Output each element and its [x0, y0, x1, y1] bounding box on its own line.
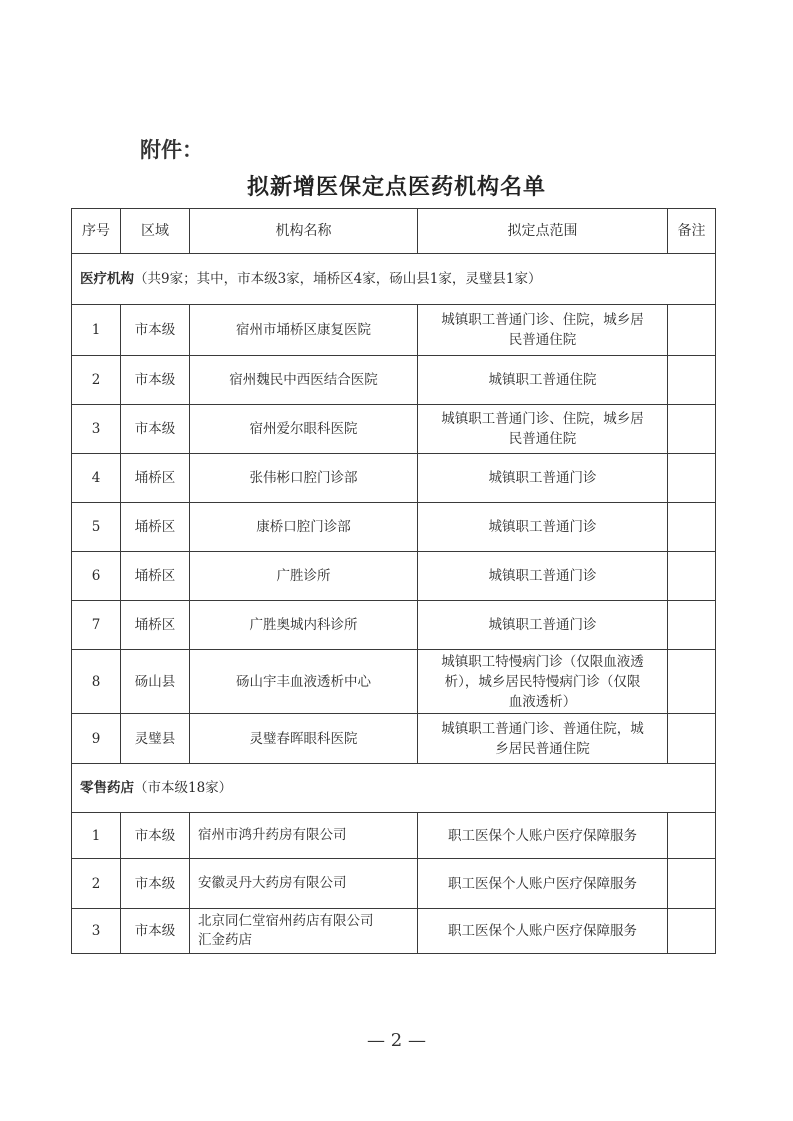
table-row	[72, 601, 716, 650]
institution-table	[71, 208, 716, 954]
table-row	[72, 356, 716, 405]
table-row	[72, 503, 716, 552]
row-scope: 职工医保个人账户医疗保障服务	[418, 909, 668, 954]
header-name: 机构名称	[190, 209, 418, 254]
section-heading-pharmacy	[72, 764, 716, 813]
row-scope-line: 城镇职工普通住院	[488, 372, 597, 388]
table-header-row	[72, 209, 716, 254]
row-name: 张伟彬口腔门诊部	[190, 454, 418, 503]
row-scope-line: 城镇职工普通门诊	[488, 568, 597, 584]
row-region: 埇桥区	[121, 552, 190, 601]
row-scope-line: 城镇职工普通门诊	[488, 519, 597, 535]
row-note	[668, 503, 716, 552]
row-scope-line: 城镇职工普通门诊、住院，城乡居	[441, 312, 644, 328]
row-region: 埇桥区	[121, 503, 190, 552]
table-row	[72, 305, 716, 356]
attachment-label: 附件：	[140, 138, 203, 162]
row-name-line: 汇金药店	[198, 932, 252, 948]
row-scope-line: 城镇职工普通门诊	[488, 617, 597, 633]
row-index: 1	[72, 305, 121, 356]
row-scope-line: 民普通住院	[508, 332, 577, 348]
table-row	[72, 454, 716, 503]
row-scope	[418, 503, 668, 552]
row-note	[668, 552, 716, 601]
row-note	[668, 714, 716, 764]
row-region: 砀山县	[121, 650, 190, 714]
row-name-line: 北京同仁堂宿州药店有限公司	[198, 913, 374, 929]
page-number: — 2 —	[367, 1030, 426, 1051]
row-scope	[418, 305, 668, 356]
row-region: 市本级	[121, 405, 190, 454]
row-region: 埇桥区	[121, 454, 190, 503]
row-index: 3	[72, 909, 121, 954]
row-region: 灵璧县	[121, 714, 190, 764]
row-scope: 职工医保个人账户医疗保障服务	[418, 859, 668, 909]
row-scope	[418, 454, 668, 503]
row-note	[668, 601, 716, 650]
row-index: 6	[72, 552, 121, 601]
section-summary: （共9家；其中，市本级3家，埇桥区4家，砀山县1家，灵璧县1家）	[134, 271, 542, 287]
row-scope-line: 城镇职工特慢病门诊（仅限血液透	[441, 653, 644, 670]
row-note	[668, 909, 716, 954]
row-name: 广胜奥城内科诊所	[190, 601, 418, 650]
header-note: 备注	[668, 209, 716, 254]
row-note	[668, 305, 716, 356]
row-name	[190, 859, 418, 909]
row-index: 5	[72, 503, 121, 552]
row-scope	[418, 356, 668, 405]
table-row	[72, 714, 716, 764]
row-name: 广胜诊所	[190, 552, 418, 601]
header-region: 区域	[121, 209, 190, 254]
row-name	[190, 909, 418, 954]
document-title: 拟新增医保定点医药机构名单	[246, 175, 546, 200]
row-region: 市本级	[121, 909, 190, 954]
table-row	[72, 909, 716, 954]
row-scope	[418, 601, 668, 650]
row-scope	[418, 714, 668, 764]
table-row	[72, 650, 716, 714]
row-scope-line: 城镇职工普通门诊、普通住院，城	[441, 720, 644, 737]
row-scope-line: 城镇职工普通门诊、住院，城乡居	[441, 411, 644, 427]
row-index: 2	[72, 356, 121, 405]
row-scope-line: 民普通住院	[508, 431, 577, 447]
row-scope-line: 乡居民普通住院	[495, 740, 590, 757]
row-scope	[418, 552, 668, 601]
row-region: 市本级	[121, 305, 190, 356]
row-name-line: 宿州市鸿升药房有限公司	[198, 827, 347, 843]
table-row	[72, 813, 716, 859]
row-scope	[418, 405, 668, 454]
row-name: 宿州爱尔眼科医院	[190, 405, 418, 454]
row-index: 2	[72, 859, 121, 909]
row-note	[668, 356, 716, 405]
row-index: 9	[72, 714, 121, 764]
row-name: 灵璧春晖眼科医院	[190, 714, 418, 764]
row-note	[668, 454, 716, 503]
row-scope	[418, 650, 668, 714]
row-name-line: 安徽灵丹大药房有限公司	[198, 875, 347, 891]
row-name: 砀山宇丰血液透析中心	[190, 650, 418, 714]
row-scope: 职工医保个人账户医疗保障服务	[418, 813, 668, 859]
row-region: 市本级	[121, 813, 190, 859]
row-region: 埇桥区	[121, 601, 190, 650]
medical-section	[72, 254, 716, 764]
row-note	[668, 405, 716, 454]
row-scope-line: 析），城乡居民特慢病门诊（仅限	[444, 673, 641, 690]
row-region: 市本级	[121, 859, 190, 909]
pharmacy-section	[72, 764, 716, 954]
header-scope: 拟定点范围	[418, 209, 668, 254]
row-index: 7	[72, 601, 121, 650]
section-label: 医疗机构	[80, 271, 134, 287]
row-index: 8	[72, 650, 121, 714]
table-row	[72, 405, 716, 454]
row-scope-line: 血液透析）	[508, 693, 577, 710]
section-row-pharmacy	[72, 764, 716, 813]
row-name: 宿州市埇桥区康复医院	[190, 305, 418, 356]
row-index: 1	[72, 813, 121, 859]
table-row	[72, 859, 716, 909]
table-row	[72, 552, 716, 601]
section-summary: （市本级18家）	[134, 780, 233, 796]
header-index: 序号	[72, 209, 121, 254]
row-index: 4	[72, 454, 121, 503]
row-name	[190, 813, 418, 859]
row-name: 康桥口腔门诊部	[190, 503, 418, 552]
row-name: 宿州魏民中西医结合医院	[190, 356, 418, 405]
row-note	[668, 859, 716, 909]
row-note	[668, 813, 716, 859]
row-region: 市本级	[121, 356, 190, 405]
row-scope-line: 城镇职工普通门诊	[488, 470, 597, 486]
row-index: 3	[72, 405, 121, 454]
row-note	[668, 650, 716, 714]
section-heading-medical	[72, 254, 716, 305]
section-label: 零售药店	[80, 780, 134, 796]
section-row-medical	[72, 254, 716, 305]
